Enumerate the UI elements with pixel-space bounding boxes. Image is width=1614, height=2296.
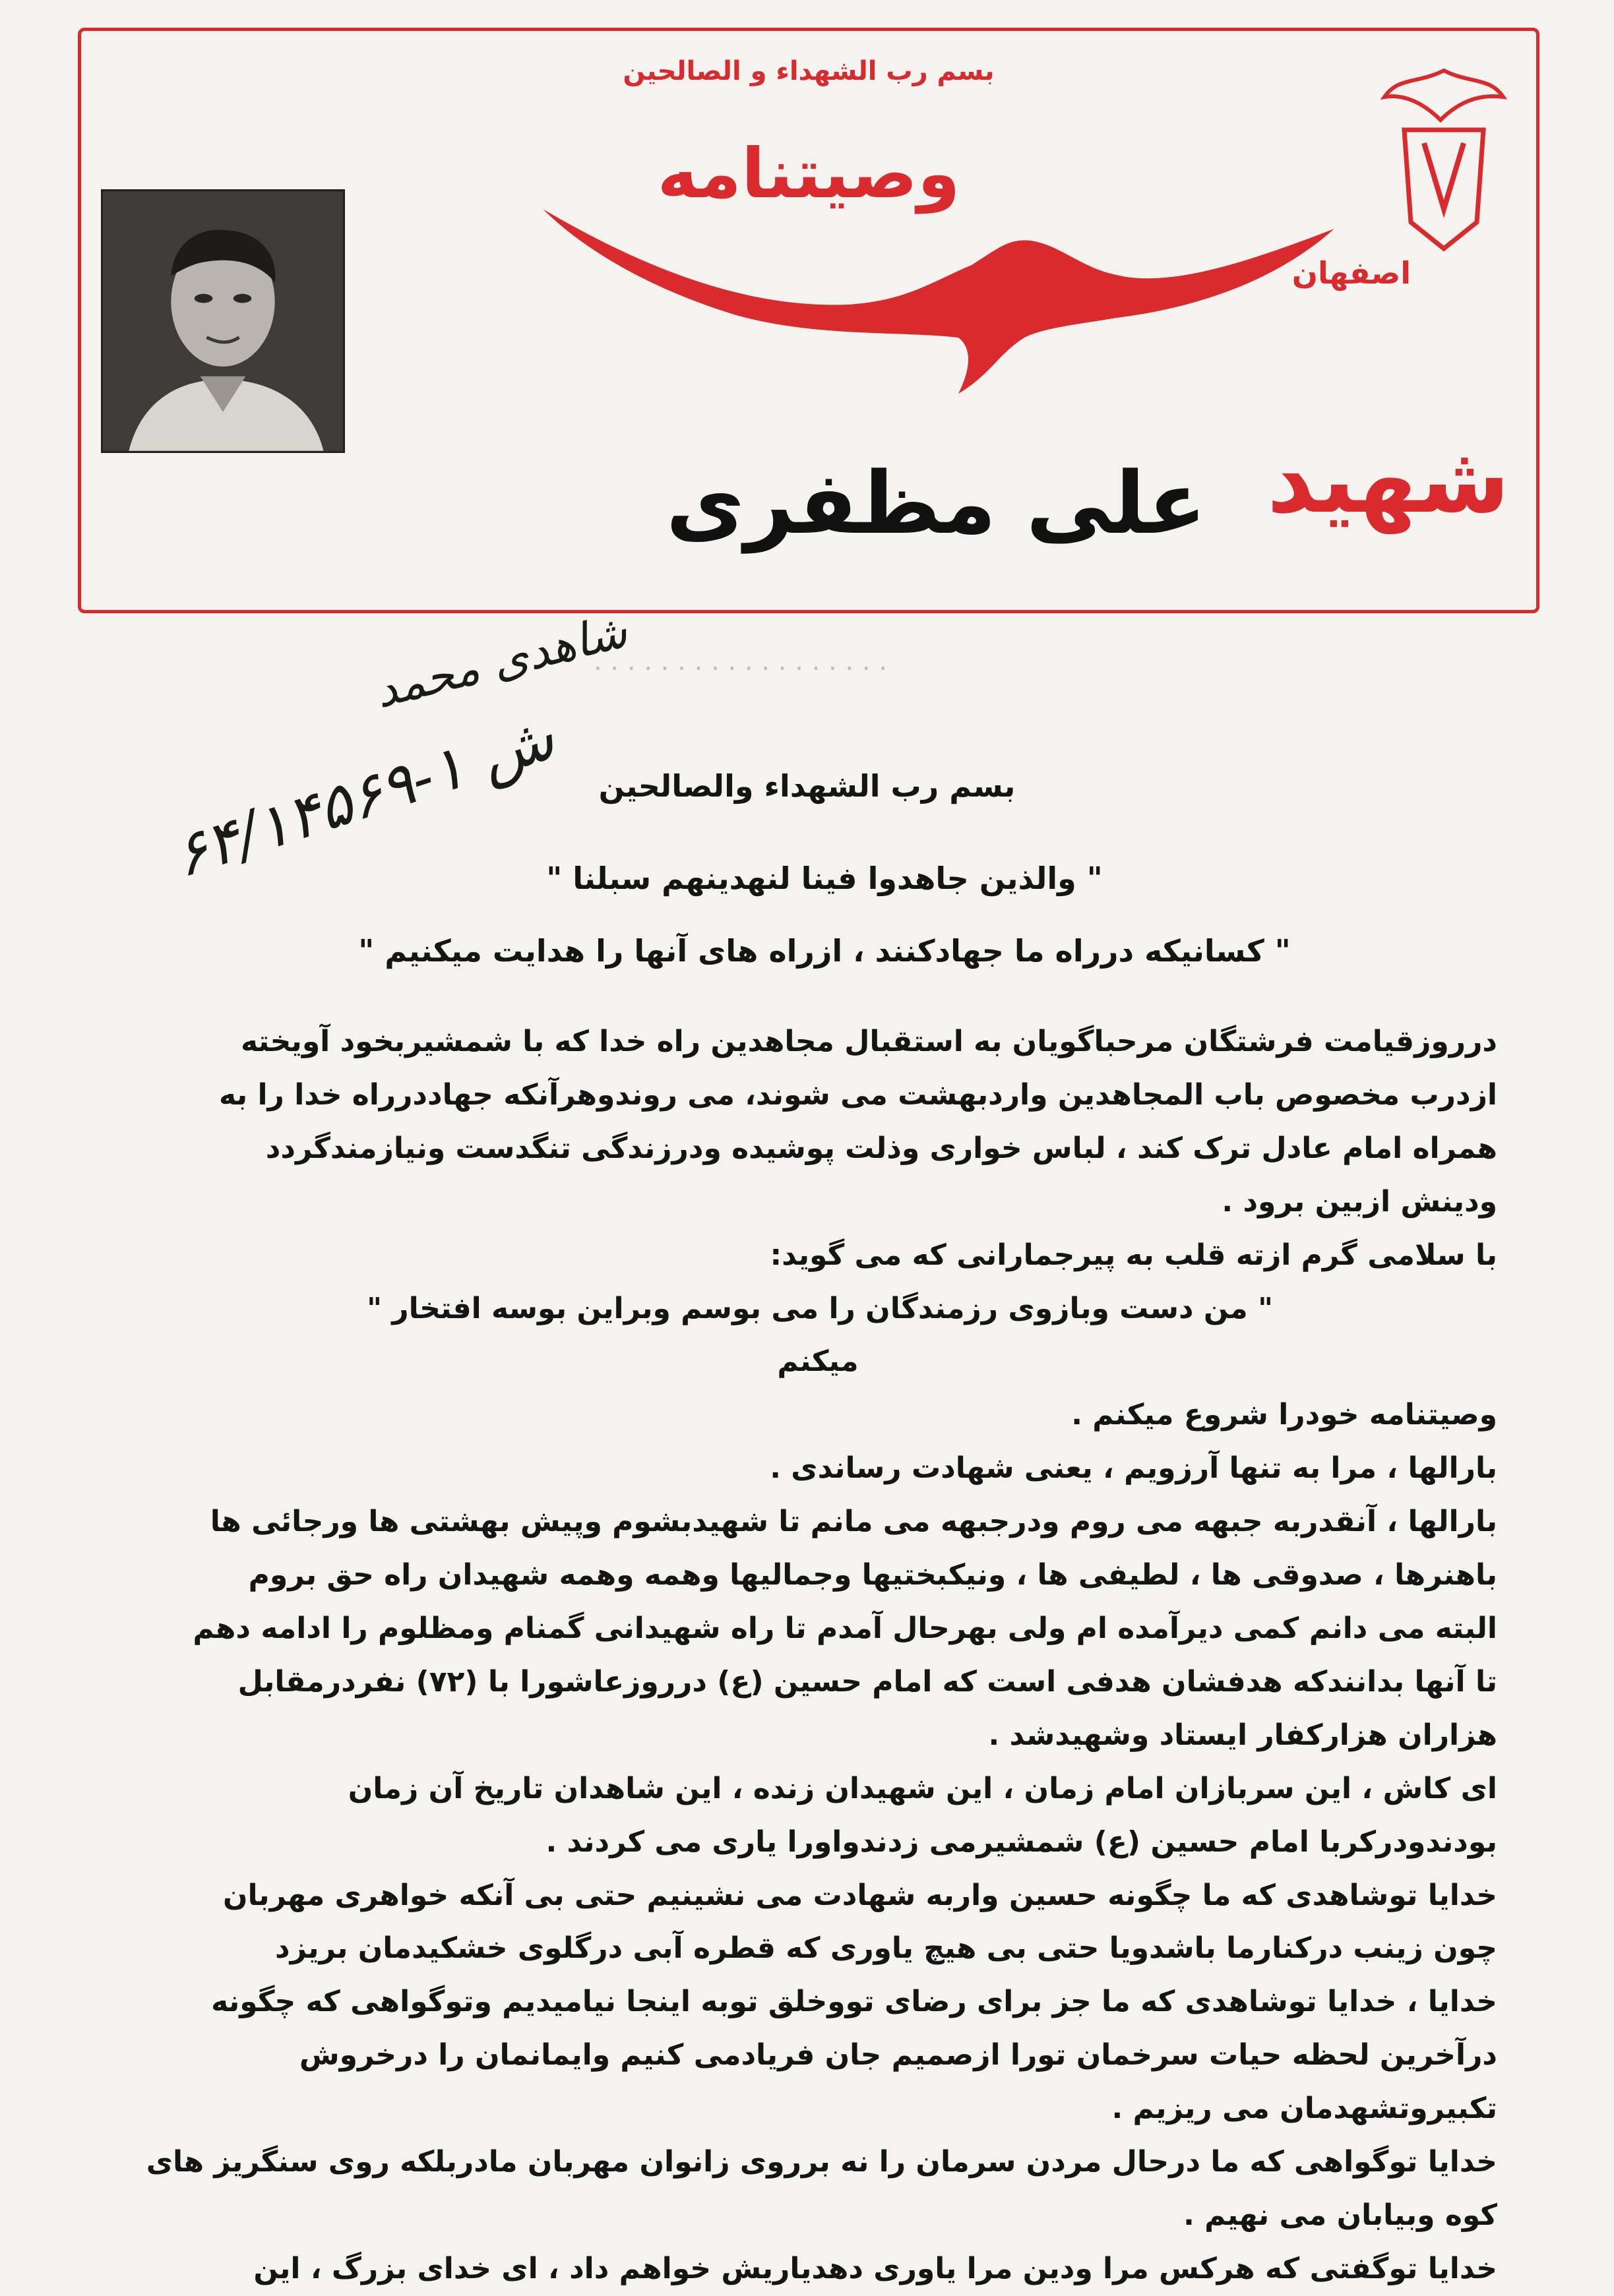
quote-line: " من دست وبازوی رزمندگان را می بوسم وبراین بوسه افتخار " — [367, 1291, 1273, 1325]
paragraph-line: بودندودرکربا امام حسین (ع) شمشیرمی زدندواورا یاری می کردند . — [545, 1825, 1497, 1859]
bird-icon — [536, 196, 1341, 400]
paragraph-line: بارالها ، مرا به تنها آرزویم ، یعنی شهادت رساندی . — [770, 1451, 1497, 1486]
foundation-emblem-icon — [1378, 57, 1510, 255]
city-label: اصفهان — [1291, 255, 1411, 291]
paragraph-line: همراه امام عادل ترک کند ، لباس خواری وذلت پوشیده ودرزندگی تنگدست ونیازمندگردد — [265, 1131, 1497, 1165]
paragraph-line: خدایا توگواهی که ما درحال مردن سرمان را نه برروی زانوان مهربان مادربلکه روی سنگریز های — [146, 2145, 1497, 2179]
paragraph-line: تا آنها بدانندکه هدفشان هدفی است که امام حسین (ع) درروزعاشورا با (۷۲) نفردرمقابل — [237, 1664, 1497, 1699]
will-title: وصیتنامه — [657, 133, 960, 214]
verse-translation: " کسانیکه درراه ما جهادکنند ، ازراه های آنها را هدایت میکنیم " — [358, 933, 1291, 969]
paragraph-line: خدایا ، خدایا توشاهدی که ما جز برای رضای تووخلق توبه اینجا نیامیدیم وتوگواهی که چگونه — [211, 1985, 1497, 2019]
paragraph-line: بارالها ، آنقدربه جبهه می روم ودرجبهه می مانم تا شهیدبشوم وپیش بهشتی ها ورجائی ها — [210, 1505, 1497, 1539]
paragraph-line: خدایا توشاهدی که ما چگونه حسین واربه شهادت می نشینیم حتی بی آنکه خواهری مهربان — [222, 1878, 1497, 1912]
paragraph-line: البته می دانم کمی دیرآمده ام ولی بهرحال آمدم تا راه شهیدانی گمنام ومظلوم را ادامه دهم — [193, 1611, 1497, 1645]
quote-line: میکنم — [777, 1344, 859, 1379]
portrait-photo — [101, 189, 345, 453]
will-text — [139, 1015, 1497, 2296]
paragraph-line: وصیتنامه خودرا شروع میکنم . — [1071, 1398, 1497, 1432]
paragraph-line: ای کاش ، این سربازان امام زمان ، این شهیدان زنده ، این شاهدان تاریخ آن زمان — [348, 1771, 1497, 1805]
paragraph-line: تکبیروتشهدمان می ریزیم . — [1111, 2092, 1497, 2126]
paragraph-line: ازدرب مخصوص باب المجاهدین واردبهشت می شوند، می روندوهرآنکه جهاددرراه خدا را به — [218, 1077, 1497, 1112]
header-bismillah: بسم رب الشهداء و الصالحین — [623, 56, 995, 86]
paragraph-line: چون زینب درکنارما باشدویا حتی بی هیچ یاوری که قطره آبی درگلوی خشکیدمان بریزد — [275, 1931, 1497, 1966]
paragraph-line: درروزقیامت فرشتگان مرحباگویان به استقبال مجاهدین راه خدا که با شمشیربخود آویخته — [240, 1025, 1497, 1058]
paragraph-line: با سلامی گرم ازته قلب به پیرجمارانی که می گوید: — [770, 1238, 1497, 1272]
body-bismillah: بسم رب الشهداء والصالحين — [598, 768, 1016, 804]
verse-arabic: " والذين جاهدوا فينا لنهدينهم سبلنا " — [546, 861, 1103, 896]
paragraph-line: درآخرین لحظه حیات سرخمان تورا ازصمیم جان فریادمی کنیم وایمانمان را درخروش — [299, 2038, 1497, 2072]
martyr-word: شهید — [1266, 427, 1510, 534]
handwritten-note: شاهدی محمد — [369, 603, 633, 719]
paragraph-line: ودینش ازبین برود . — [1222, 1184, 1497, 1219]
portrait-photo-icon — [103, 191, 343, 451]
header-frame — [78, 28, 1539, 613]
bleed-through-text: . . . . . . . . . . . . . . . . . . — [594, 646, 888, 677]
paragraph-line: خدایا توگفتی که هرکس مرا ودین مرا یاوری دهدیاریش خواهم داد ، ای خدای بزرگ ، این — [253, 2251, 1497, 2285]
martyr-name: علی مظفری — [666, 453, 1206, 553]
handwritten-code: ش ۱-۶۴/۱۴۵۶۹ — [165, 702, 563, 891]
paragraph-line: هزاران هزارکفار ایستاد وشهیدشد . — [988, 1718, 1497, 1752]
paragraph-line: باهنرها ، صدوقی ها ، لطیفی ها ، ونیکبختیها وجمالیها وهمه وهمه شهیدان راه حق بروم — [248, 1558, 1497, 1592]
paragraph-line: کوه وبیابان می نهیم . — [1183, 2198, 1497, 2232]
